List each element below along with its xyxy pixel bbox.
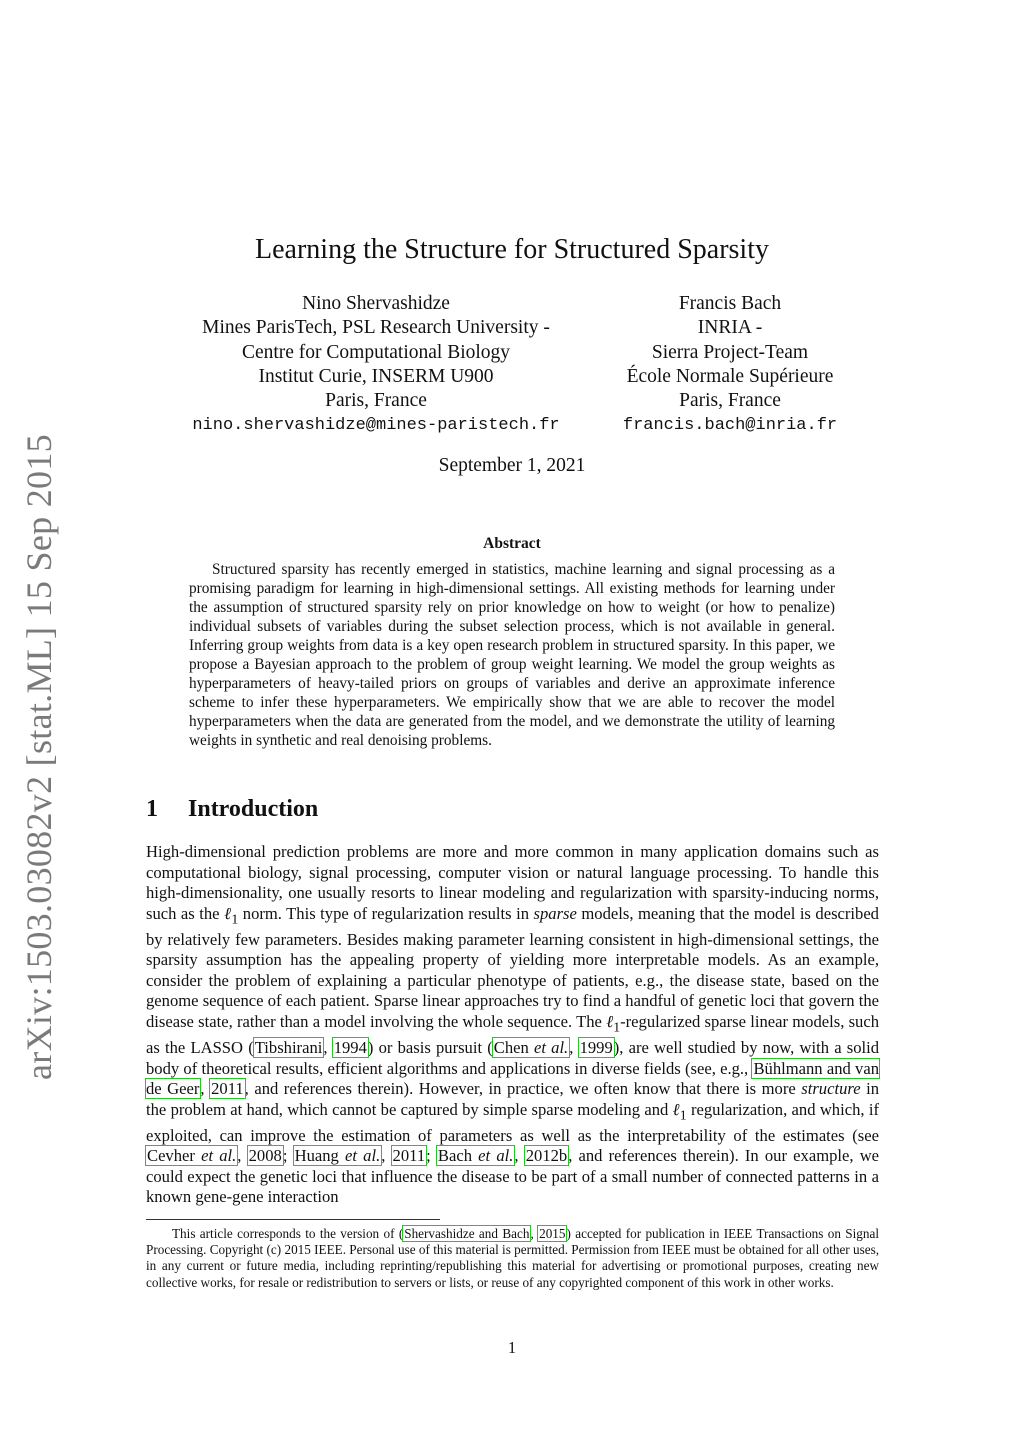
citation-year-link[interactable]: 2008 bbox=[248, 1146, 282, 1166]
author-email-link[interactable]: nino.shervashidze@mines-paristech.fr bbox=[192, 416, 560, 436]
paper-title: Learning the Structure for Structured Sparsity bbox=[255, 234, 769, 265]
author-block-2 bbox=[598, 292, 862, 439]
citation-etal: et al. bbox=[338, 1146, 381, 1166]
author-affiliation: Sierra Project-Team bbox=[651, 341, 809, 363]
arxiv-identifier-stamp: arXiv:1503.03082v2 [stat.ML] 15 Sep 2015 bbox=[19, 434, 59, 1080]
citation-year-link[interactable]: 1994 bbox=[333, 1037, 367, 1057]
intro-text: in the problem at hand, which cannot be captured by simple sparse modeling and bbox=[146, 1079, 879, 1119]
citation-link-huang[interactable] bbox=[294, 1146, 382, 1165]
citation-author: Cevher bbox=[147, 1146, 195, 1166]
citation-link-buhlmann[interactable]: Bühlmann and van de Geer bbox=[146, 1058, 879, 1099]
emphasis-sparse: sparse bbox=[533, 903, 577, 923]
intro-text: ), are well studied by now, with a solid body of theoretical results, efficient algorithms and applications in diverse fields (see, e.g., bbox=[146, 1037, 880, 1078]
citation-year-link[interactable]: 2011 bbox=[211, 1079, 244, 1099]
footnote-text: This article corresponds to the version of ( bbox=[172, 1226, 404, 1241]
author-affiliation: Centre for Computational Biology bbox=[241, 341, 511, 363]
author-name: Nino Shervashidze bbox=[302, 293, 450, 314]
intro-text: , bbox=[514, 1146, 525, 1166]
abstract-heading: Abstract bbox=[483, 535, 541, 552]
citation-etal: et al. bbox=[194, 1146, 237, 1166]
author-affiliation: Institut Curie, INSERM U900 bbox=[258, 365, 494, 387]
intro-text: regularization, and which, if exploited, can improve the estimation of parameters as well as the interpretability of the estimates (see bbox=[146, 1099, 879, 1145]
intro-text: , bbox=[569, 1037, 579, 1057]
l1-symbol: ℓ bbox=[606, 1012, 614, 1032]
citation-author: Huang bbox=[294, 1146, 339, 1166]
introduction-paragraph bbox=[146, 842, 879, 1208]
intro-text: , bbox=[237, 1146, 248, 1166]
intro-text: , bbox=[323, 1037, 333, 1057]
intro-text: -regularized sparse linear models, such as the LASSO ( bbox=[146, 1012, 879, 1057]
author-affiliation: École Normale Supérieure bbox=[626, 365, 834, 387]
l1-subscript: 1 bbox=[679, 1107, 687, 1123]
section-number: 1 bbox=[146, 796, 158, 822]
author-location: Paris, France bbox=[325, 390, 427, 412]
intro-text: , and references therein). However, in practice, we often know that there is more bbox=[244, 1079, 802, 1099]
author-affiliation: INRIA - bbox=[697, 317, 763, 339]
abstract-text: Structured sparsity has recently emerged in statistics, machine learning and signal processing as a promising paradigm for learning in high-dimensional settings. All existing methods for learning under the assumption of structured sparsity rely on prior knowledge on how to weight (or how to penalize) individual subsets of variables during the subset selection process, which is not available in general. Inferring group weights from data is a key open research problem in structured sparsity. In this paper, we propose a Bayesian approach to the problem of group weight learning. We model the group weights as hyperparameters of heavy-tailed priors on groups of variables and derive an approximate inference scheme to infer these hyperparameters. We empirically show that we are able to recover the model hyperparameters when the data are generated from the model, and we demonstrate the utility of learning weights in synthetic and real denoising problems. bbox=[189, 561, 835, 749]
citation-link-shervashidze-bach[interactable]: Shervashidze and Bach bbox=[404, 1226, 530, 1241]
citation-year-link[interactable]: 1999 bbox=[579, 1037, 613, 1057]
citation-etal: et al. bbox=[528, 1037, 569, 1057]
citation-link-tibshirani[interactable]: Tibshirani bbox=[254, 1037, 323, 1057]
intro-text: ) or basis pursuit ( bbox=[367, 1037, 493, 1057]
citation-author: Bach bbox=[437, 1146, 473, 1166]
intro-text: , bbox=[381, 1146, 392, 1166]
intro-text: ; bbox=[426, 1146, 437, 1166]
author-email-link[interactable]: francis.bach@inria.fr bbox=[622, 416, 838, 436]
emphasis-structure: structure bbox=[801, 1079, 861, 1099]
page-number: 1 bbox=[507, 1338, 517, 1357]
intro-text: , and references therein). In our example, we could expect the genetic loci that influence the disease to be part of a small number of connected patterns in a known gene-gene interaction bbox=[146, 1146, 880, 1207]
section-title: Introduction bbox=[188, 796, 319, 822]
l1-symbol: ℓ bbox=[672, 1099, 680, 1119]
citation-link-cevher[interactable] bbox=[146, 1146, 237, 1165]
section-heading bbox=[146, 796, 318, 823]
intro-text: models, meaning that the model is described by relatively few parameters. Besides making parameter learning consistent in high-dimensional settings, the sparsity assumption has the appealing property of yielding more interpretable models. As an example, consider the problem of explaining a particular phenotype of patients, e.g., the disease state, based on the genome sequence of each patient. Sparse linear approaches try to find a handful of genetic loci that govern the disease state, rather than a model involving the whole sequence. The bbox=[146, 903, 879, 1032]
footnote-divider bbox=[146, 1219, 440, 1220]
paper-date: September 1, 2021 bbox=[438, 455, 586, 476]
citation-year-link[interactable]: 2015 bbox=[539, 1226, 566, 1241]
citation-year-link[interactable]: 2012b bbox=[525, 1146, 568, 1166]
intro-text: , bbox=[200, 1079, 211, 1099]
footnote-text: , bbox=[530, 1226, 539, 1241]
intro-text: ; bbox=[282, 1146, 294, 1166]
author-location: Paris, France bbox=[679, 390, 781, 412]
citation-year-link[interactable]: 2011 bbox=[392, 1146, 426, 1166]
intro-text: norm. This type of regularization results in bbox=[238, 903, 534, 923]
citation-etal: et al. bbox=[472, 1146, 514, 1166]
author-block-1 bbox=[160, 292, 592, 439]
citation-link-chen[interactable] bbox=[493, 1038, 569, 1057]
citation-author: Chen bbox=[493, 1037, 529, 1057]
footnote-text: ) accepted for publication in IEEE Transactions on Signal Processing. Copyright (c) 2015 IEEE. Personal use of this material is permitted. Permission from IEEE must be obtained for all other uses, in any current or future media, including reprinting/republishing this material for advertising or promotional purposes, creating new collective works, for resale or redistribution to servers or lists, or reuse of any copyrighted component of this work in other works. bbox=[146, 1226, 880, 1290]
author-affiliation: Mines ParisTech, PSL Research University - bbox=[202, 317, 550, 339]
author-name: Francis Bach bbox=[678, 293, 782, 314]
l1-symbol: ℓ bbox=[224, 903, 232, 923]
intro-text: High-dimensional prediction problems are more and more common in many application domains such as computational biology, signal processing, computer vision or natural language processing. To handle this high-dimensionality, one usually resorts to linear modeling and regularization with sparsity-inducing norms, such as the bbox=[146, 842, 879, 923]
citation-link-bach[interactable] bbox=[437, 1146, 514, 1165]
footnote bbox=[146, 1226, 879, 1291]
l1-subscript: 1 bbox=[231, 911, 239, 927]
l1-subscript: 1 bbox=[613, 1019, 621, 1035]
